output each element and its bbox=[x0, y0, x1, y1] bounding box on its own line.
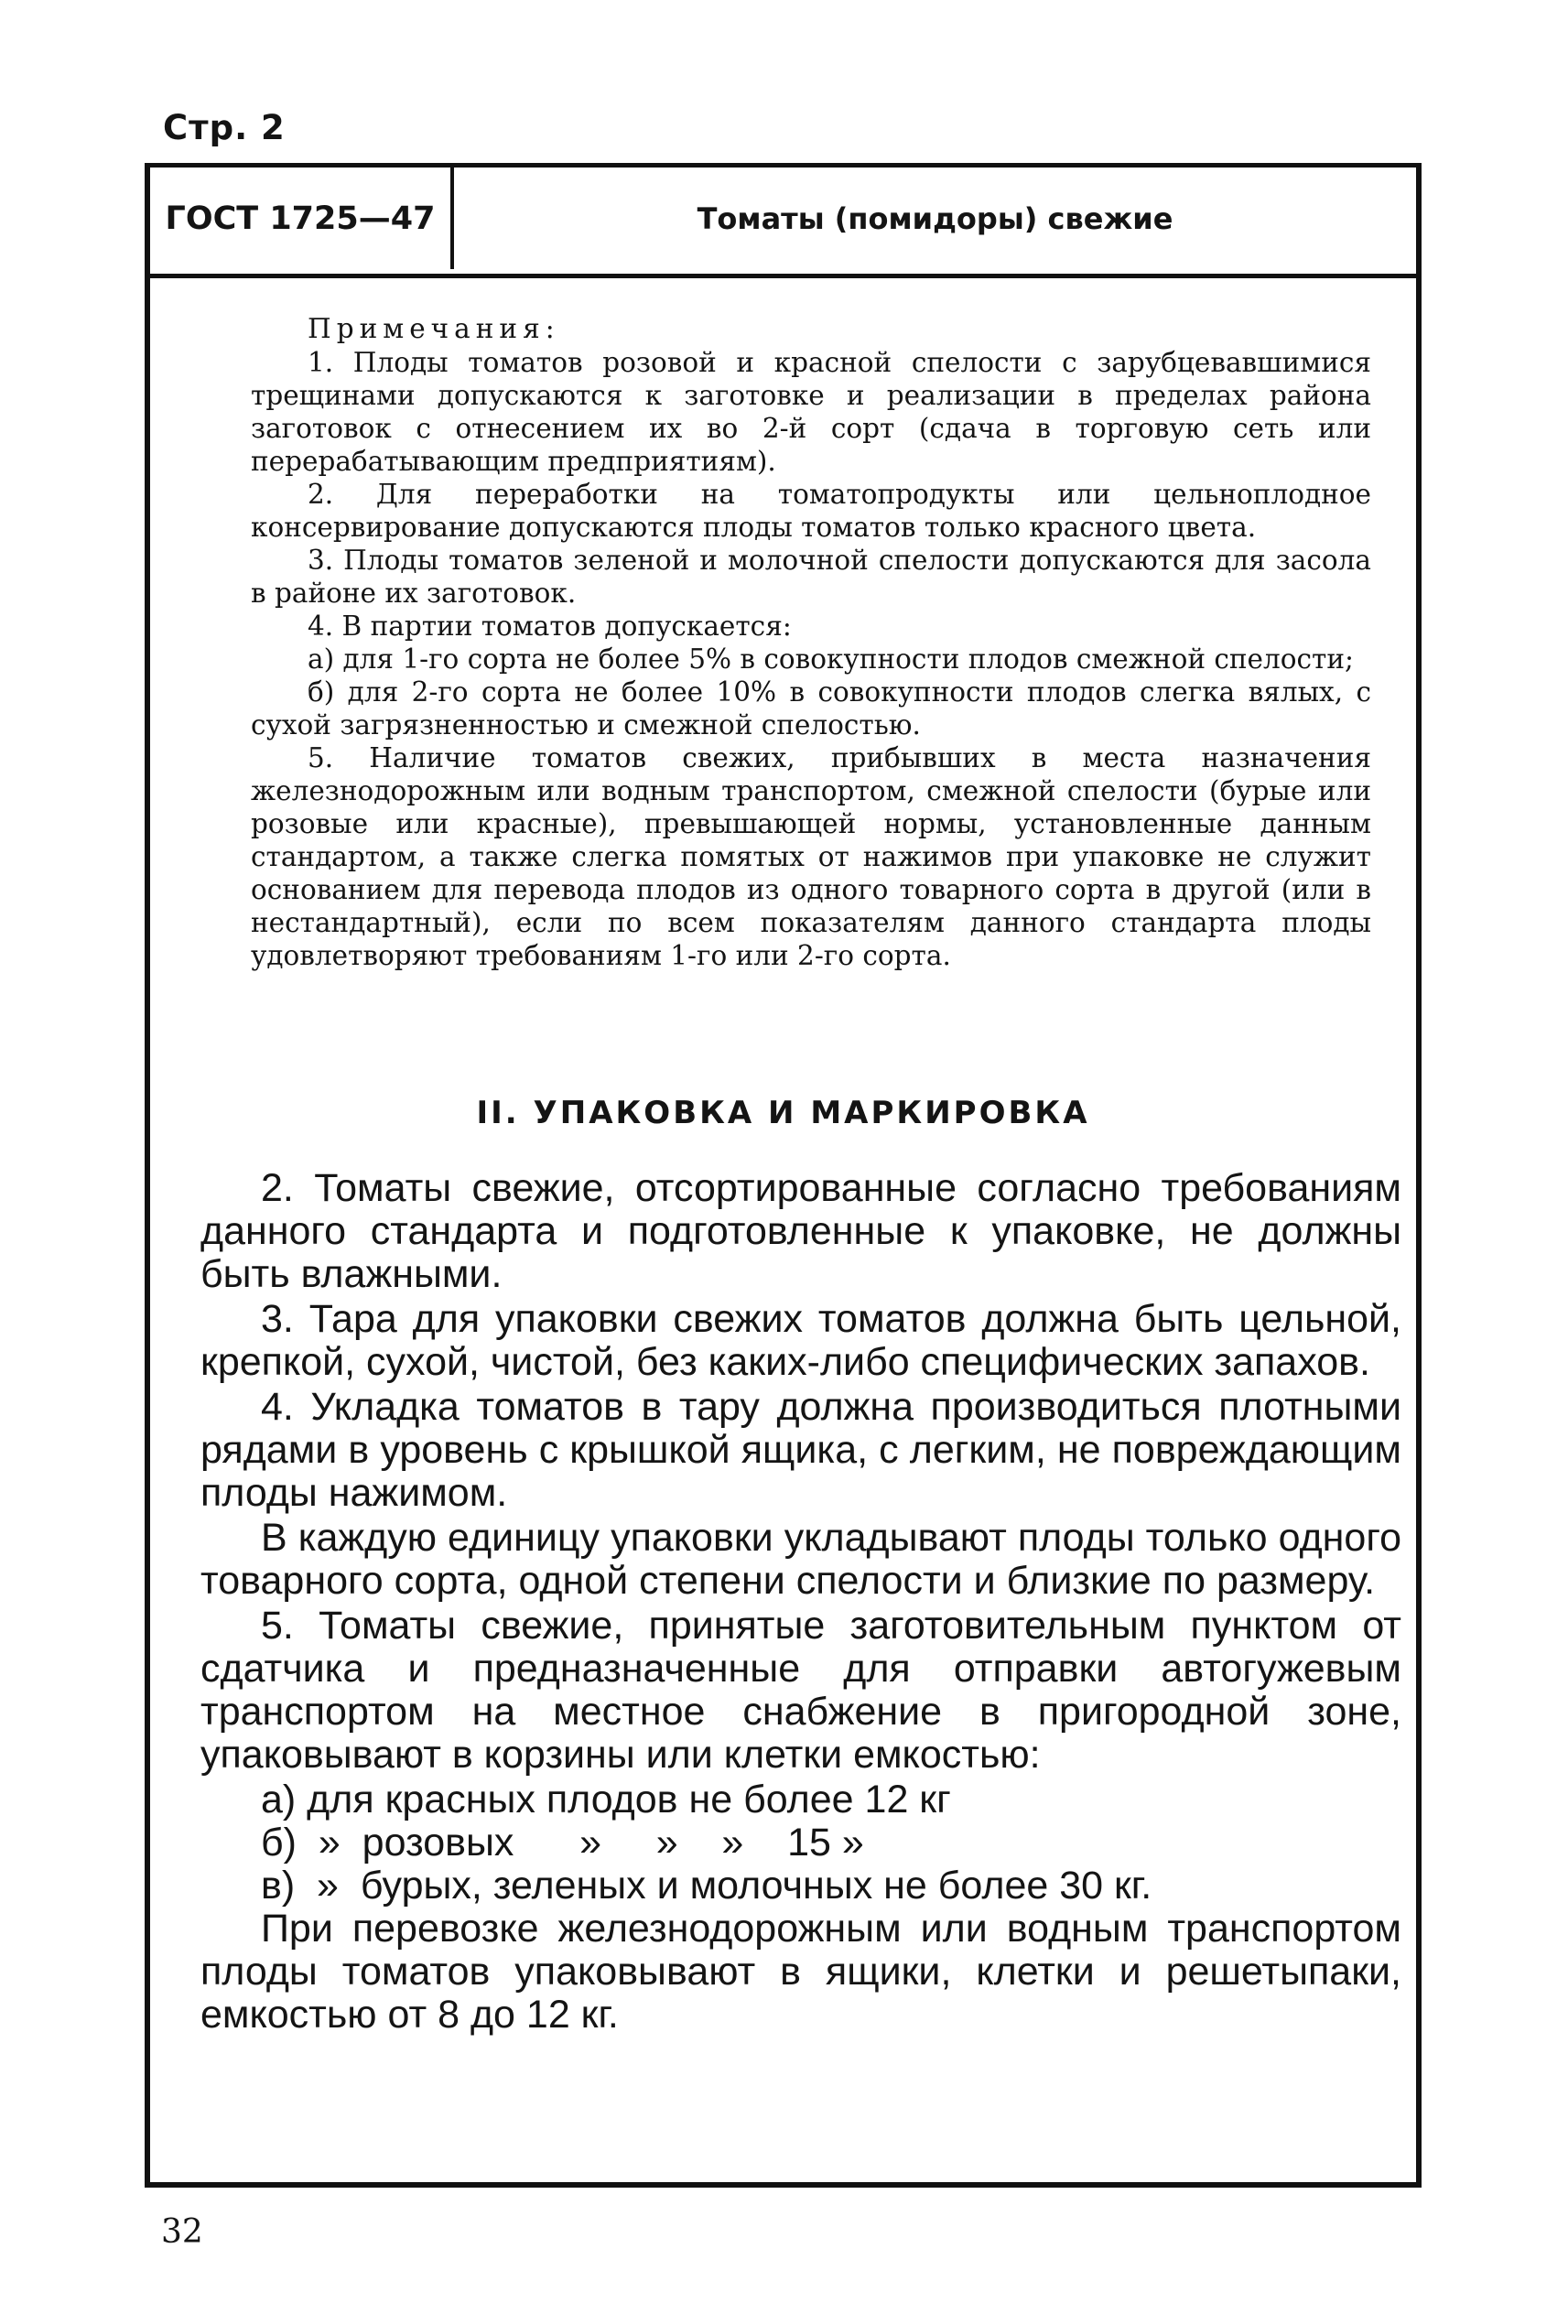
note-item: 4. В партии томатов допускается: bbox=[308, 611, 792, 642]
standard-code: ГОСТ 1725—47 bbox=[150, 168, 454, 269]
page-frame bbox=[145, 163, 1422, 2188]
notes-block bbox=[251, 312, 1371, 972]
note-item: 1. Плоды томатов розовой и красной спелости с зарубцевавшимися трещинами допускаются к заготовке и реализации в пределах района заготовок с отнесением их во 2-й сорт (сдача в торговую сеть или перерабатывающим предприятиям). bbox=[251, 347, 1371, 477]
section-body bbox=[200, 1167, 1401, 2038]
list-item: а) для красных плодов не более 12 кг bbox=[261, 1778, 951, 1821]
note-item: 5. Наличие томатов свежих, прибывших в места назначения железнодорожным или водным транспортом, смежной спелости (бурые или розовые или красные), превышающей нормы, установленные данным стандартом, а также слегка помятых от нажимов при упаковке не служит основанием для перевода плодов из одного товарного сорта в другой (или в нестандартный), если по всем показателям данного стандарта плоды удовлетворяют требованиям 1-го или 2-го сорта. bbox=[251, 742, 1371, 971]
section-paragraph: В каждую единицу упаковки укладывают плоды только одного товарного сорта, одной степени спелости и близкие по размеру. bbox=[200, 1516, 1401, 1603]
section-paragraph: 5. Томаты свежие, принятые заготовительным пунктом от сдатчика и предназначенные для отправки автогужевым транспортом на местное снабжение в пригородной зоне, упаковывают в корзины или клетки емкостью: bbox=[200, 1604, 1401, 1777]
section-paragraph: 4. Укладка томатов в тару должна производиться плотными рядами в уровень с крышкой ящика, с легким, не повреждающим плоды нажимом. bbox=[200, 1385, 1401, 1515]
note-item: 3. Плоды томатов зеленой и молочной спелости допускаются для засола в районе их заготовок. bbox=[251, 545, 1371, 609]
section-paragraph: 3. Тара для упаковки свежих томатов должна быть цельной, крепкой, сухой, чистой, без каких-либо специфических запахов. bbox=[200, 1297, 1401, 1384]
document-header bbox=[150, 168, 1416, 278]
note-item: б) для 2-го сорта не более 10% в совокупности плодов слегка вялых, с сухой загрязненностью и смежной спелостью. bbox=[251, 676, 1371, 740]
note-item: а) для 1-го сорта не более 5% в совокупности плодов смежной спелости; bbox=[308, 643, 1354, 675]
list-item: в) » бурых, зеленых и молочных не более 30 кг. bbox=[261, 1864, 1152, 1908]
section-heading: II. УПАКОВКА И МАРКИРОВКА bbox=[476, 1095, 1090, 1131]
page-label: Стр. 2 bbox=[163, 108, 286, 147]
document-title: Томаты (помидоры) свежие bbox=[697, 200, 1173, 236]
closing-paragraph: При перевозке железнодорожным или водным транспортом плоды томатов упаковывают в ящики, клетки и решетыпаки, емкостью от 8 до 12 кг. bbox=[200, 1907, 1401, 2037]
section-paragraph: 2. Томаты свежие, отсортированные согласно требованиям данного стандарта и подготовленные к упаковке, не должны быть влажными. bbox=[200, 1166, 1401, 1296]
notes-title: Примечания: bbox=[308, 313, 560, 344]
note-item: 2. Для переработки на томатопродукты или цельноплодное консервирование допускаются плоды томатов только красного цвета. bbox=[251, 479, 1371, 543]
page-number: 32 bbox=[161, 2213, 203, 2251]
list-item: б) » розовых » » » 15 » bbox=[261, 1821, 864, 1865]
